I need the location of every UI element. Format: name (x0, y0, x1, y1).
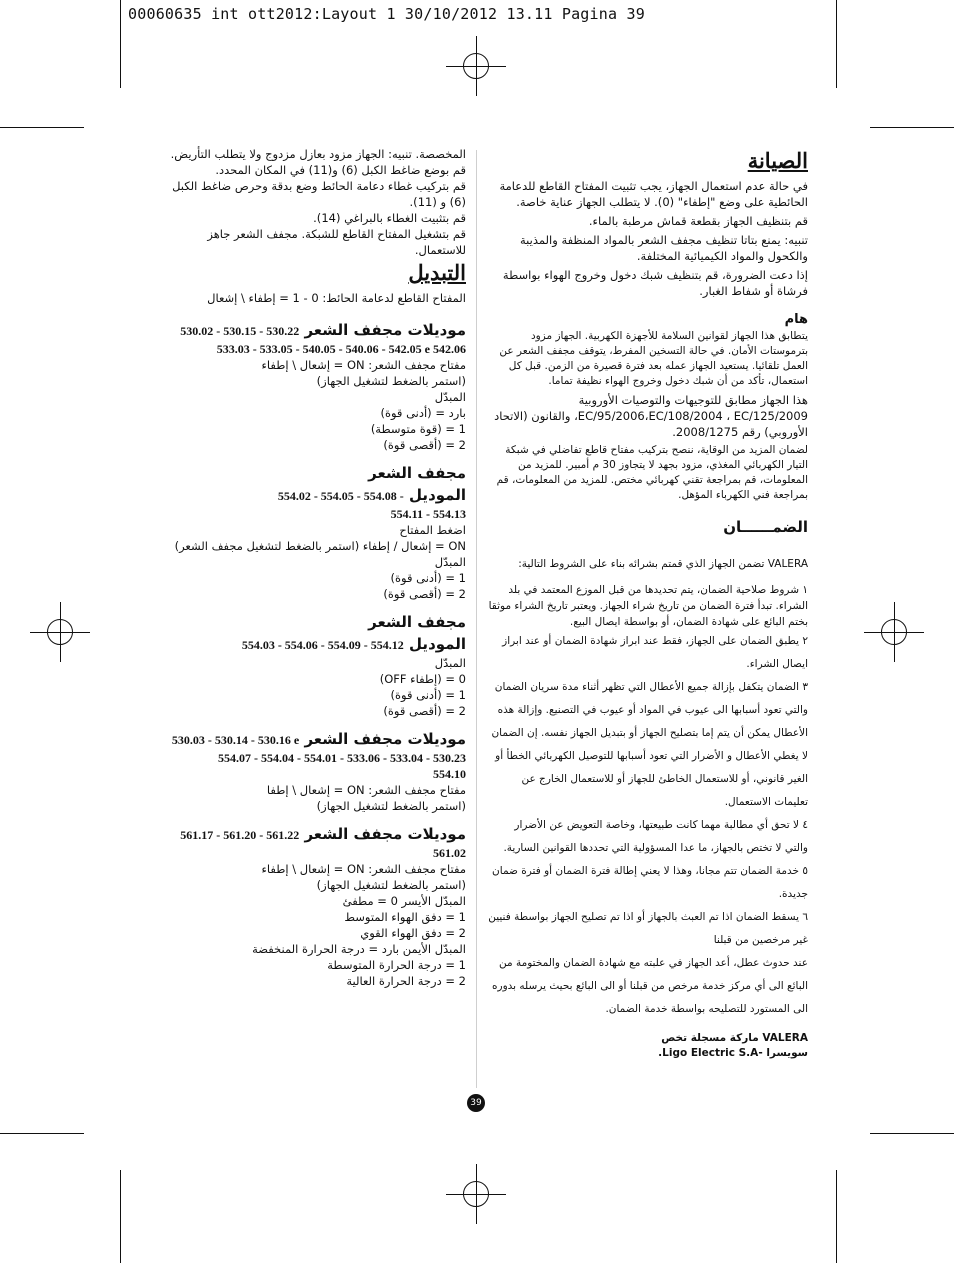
warranty-item: ١ شروط صلاحية الضمان، يتم تحديدها من قبل الموزع المعتمد في بلد الشراء. تبدأ فترة الضمان من تاريخ شراء الجهاز. ويعتبر تاريخ الشراء موثقا بختم البائع على شهادة الضمان، أو بواسطة ايصال البيع. (488, 584, 808, 628)
print-header: 00060635 int ott2012:Layout 1 30/10/2012 13.11 Pagina 39 (128, 5, 645, 23)
brand-line: سويسرا -Ligo Electric S.A. (658, 1047, 808, 1059)
spec-line: 2 = (أقصى قوة) (383, 704, 466, 718)
model-heading-ar: الموديل (409, 635, 466, 653)
spec-line: 1 = (أدنى قوة) (390, 571, 466, 585)
spec-line: مفتاح مجفف الشعر: ON = إشعال \ إطفاء (261, 358, 466, 372)
model-codes: 530.03 - 530.14 - 530.16 e (171, 733, 300, 747)
models-heading (166, 824, 466, 845)
spec-line: 2 = (أقصى قوة) (383, 587, 466, 601)
registration-circle (881, 619, 907, 645)
models-heading-ar: موديلات مجفف الشعر (304, 321, 466, 339)
warranty-item: ٣ الضمان يتكفل بإزالة جميع الأعطال التي تظهر أثناء مدة سريان الضمان والتي تعود أسبابها الى عيوب في المواد أو عيوب في التصنيع. وإزالة هذه الأعطال يمكن أن يتم إما بتصليح الجهاز أو بتبديل الجهاز نفسه. إن الضمان لا يغطي الأعطال و الأضرار التي تعود أسبابها للتوصيل الكهربائي الخطأ أو الغير قانوني، أو للاستعمال الخاطئ للجهاز أو للاستعمال الخارج عن تعليمات الاستعمال. (491, 681, 808, 808)
brand-line: VALERA ماركة مسجلة تخص (661, 1032, 808, 1044)
spec-line: 0 = (إطفاء OFF) (379, 672, 466, 686)
spec-line: ON = إشعال / إطفاء (استمر بالضغط لتشغيل مجفف الشعر) (174, 539, 466, 553)
registration-circle (47, 619, 73, 645)
crop-mark (0, 1133, 84, 1134)
crop-mark (120, 0, 121, 88)
right-column (488, 146, 808, 1061)
switching-line: المفتاح القاطع لدعامة الحائط: 0 - 1 = إطفاء \ إشعال (207, 291, 466, 305)
spec-line: 2 = (أقصى قوة) (383, 438, 466, 452)
models-heading (166, 320, 466, 341)
install-step: المخصصة. تنبيه: الجهاز مزود بعازل مزدوج ولا يتطلب التأريض. (170, 147, 466, 161)
warranty-item: ٢ يطبق الضمان على الجهاز، فقط عند ابراز شهادة الضمان أو عند ابراز ايصال الشراء. (502, 635, 808, 670)
maintenance-paragraph: في حالة عدم استعمال الجهاز، يجب تثبيت المفتاح القاطع للدعامة الحائطية على وضع "إطفاء" (0). لا يتطلب الجهاز عناية خاصة. (499, 179, 808, 209)
crop-mark (870, 127, 954, 128)
install-step: قم بتشغيل المفتاح القاطع للشبكة. مجفف الشعر جاهز للاستعمال. (207, 227, 466, 257)
spec-line: المبدّل الأيسر 0 = مطفئ (342, 894, 466, 908)
install-step: قم بوضع ضاغط الكبل (6) و(11) في المكان المحدد. (215, 163, 466, 177)
models-heading-ar: موديلات مجفف الشعر (304, 730, 466, 748)
maintenance-paragraph: تنبيه: يمنع بتاتا تنظيف مجفف الشعر بالمواد المنظفة والمذيبة والكحول والمواد الكيميائية المختلفة. (520, 233, 808, 263)
crop-mark (836, 0, 837, 88)
model-codes: 554.11 - 554.13 (390, 507, 466, 521)
install-step: قم بتثبيت الغطاء بالبراغي (14). (313, 211, 466, 225)
model-codes: 561.02 (433, 846, 466, 860)
spec-line: 2 = دفق الهواء القوي (360, 926, 466, 940)
spec-line: مفتاح مجفف الشعر: ON = إشعال \ إطفاء (261, 862, 466, 876)
warranty-item: ٥ خدمة الضمان تتم مجانا، وهذا لا يعني إطالة فترة الضمان أو فترة ضمان جديدة. (492, 865, 808, 900)
important-paragraph: لضمان المزيد من الوقاية، ننصح بتركيب مفتاح قاطع تفاضلي في شبكة التيار الكهربائي المغذي، مزود بجهد لا يتجاوز 30 م أمبير. للمزيد من المعلومات، قم بمراجعة تقني كهربائي مختص. للمزيد من المعلومات، قم بمراجعة فني الكهرباء المؤهل. (496, 444, 808, 501)
maintenance-paragraph: إذا دعت الضرورة، قم بتنظيف شبك دخول وخروج الهواء بواسطة فرشاة أو شفاط الغبار. (502, 268, 808, 298)
spec-line: (استمر بالضغط لتشغيل الجهاز) (316, 374, 466, 388)
registration-circle (463, 53, 489, 79)
important-paragraph: يتطابق هذا الجهاز لقوانين السلامة للأجهزة الكهربية. الجهاز مزود بترموستات الأمان. في حالة التسخين المفرط، يتوقف مجفف الشعر عن العمل تلقائيا. يستعيد الجهاز عمله بعد فترة قصيرة من الزمن. قبل كل استعمال، تأكد من أن شبك دخول وخروج الهواء نظيفة تماما. (499, 330, 808, 387)
spec-line: (استمر بالضغط لتشغيل الجهاز) (316, 878, 466, 892)
spec-line: 1 = (أدنى قوة) (390, 688, 466, 702)
important-heading: هام (784, 312, 808, 327)
registration-circle (463, 1181, 489, 1207)
model-heading (166, 634, 466, 655)
column-divider (476, 150, 477, 1088)
model-codes: 561.17 - 561.20 - 561.22 (180, 828, 300, 842)
crop-mark (120, 1170, 121, 1263)
spec-line: مفتاح مجفف الشعر: ON = إشعال \ إطفا (266, 783, 466, 797)
crop-mark (870, 1133, 954, 1134)
install-step: قم بتركيب غطاء دعامة الحائط وضع بدقة وحرص ضاغط الكبل (6) و (11). (172, 179, 466, 209)
models-heading (166, 729, 466, 750)
spec-line: 1 = (قوة متوسطة) (370, 422, 466, 436)
warranty-intro: VALERA تضمن الجهاز الذي قمتم بشرائه بناء على الشروط التالية: (518, 558, 808, 570)
model-codes: 554.02 - 554.05 - 554.08 - (277, 489, 404, 503)
spec-line: بارد = (أدنى قوة) (380, 406, 466, 420)
models-heading-ar: موديلات مجفف الشعر (304, 825, 466, 843)
model-codes: 554.10 (433, 767, 466, 781)
model-heading-ar: الموديل (409, 486, 466, 504)
spec-line: المبدّل (434, 656, 466, 670)
warranty-item: ٦ يسقط الضمان اذا تم العبث بالجهاز أو اذا تم تصليح الجهاز بواسطة فنيين غير مرخصين من قبلنا (488, 911, 808, 946)
hairdryer-heading: مجفف الشعر (368, 464, 466, 482)
spec-line: 1 = دفق الهواء المتوسط (344, 910, 466, 924)
hairdryer-heading: مجفف الشعر (368, 613, 466, 631)
spec-line: المبدّل (434, 555, 466, 569)
warranty-item: ٤ لا تحق أي مطالبة مهما كانت طبيعتها، وخاصة التعويض عن الأضرار والتي لا تختص بالجهاز، ما عدا المسؤولية التي تحددها القوانين السارية. (503, 819, 808, 854)
important-paragraph: هذا الجهاز مطابق للتوجيهات والتوصيات الأوروبية EC/95/2006،EC/108/2004 ، EC/125/2009، والقانون (الاتحاد الأوروبي) رقم 2008/1275. (494, 393, 808, 439)
model-heading (166, 485, 466, 506)
spec-line: اضغط المفتاح (399, 523, 466, 537)
left-column (166, 146, 466, 989)
spec-line: المبدّل الأيمن بارد = درجة الحرارة المنخفضة (252, 942, 466, 956)
model-codes: 554.07 - 554.04 - 554.01 - 533.06 - 533.04 - 530.23 (218, 751, 466, 765)
fault-paragraph: عند حدوث عطل، أعد الجهاز في علبته مع شهادة الضمان والمختومة من البائع الى أي مركز خدمة مرخص من قبلنا أو الى البائع بحيث يرسله بدوره الى المستورد للتصليحه بواسطة خدمة الضمان. (492, 957, 808, 1015)
spec-line: (استمر بالضغط لتشغيل الجهاز) (316, 799, 466, 813)
switching-heading: التبديل (408, 260, 466, 285)
crop-mark (0, 127, 84, 128)
crop-mark (836, 1170, 837, 1263)
page-number: 39 (467, 1094, 485, 1112)
spec-line: 2 = درجة الحرارة العالية (346, 974, 466, 988)
maintenance-paragraph: قم بتنظيف الجهاز بقطعة قماش مرطبة بالماء. (588, 214, 808, 228)
model-codes: 554.03 - 554.06 - 554.09 - 554.12 (241, 638, 404, 652)
maintenance-heading: الصيانة (747, 148, 808, 173)
spec-line: 1 = درجة الحرارة المتوسطة (327, 958, 466, 972)
model-codes: 533.03 - 533.05 - 540.05 - 540.06 - 542.05 e 542.06 (216, 342, 466, 356)
warranty-heading: الضمــــــان (723, 518, 808, 536)
spec-line: المبدّل (434, 390, 466, 404)
model-codes: 530.02 - 530.15 - 530.22 (180, 324, 300, 338)
